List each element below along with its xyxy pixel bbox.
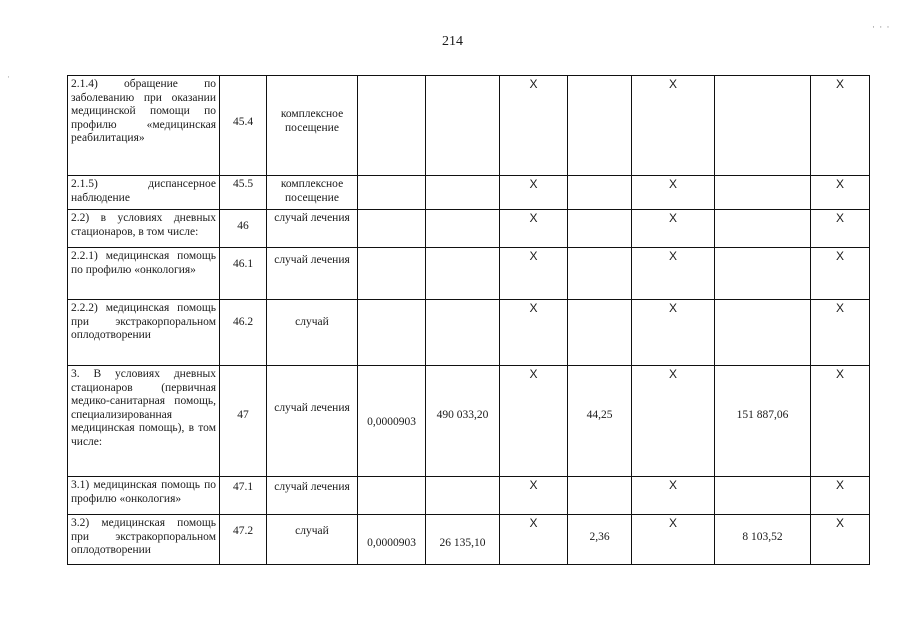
table-row — [68, 300, 870, 366]
row-x-col9: X — [811, 477, 870, 515]
row-x-col9: X — [811, 300, 870, 366]
row-name: 3. В условиях дневных стационаров (первичная медико-санитарная помощь, специализированная медицинская помощь), в том числе: — [68, 366, 220, 477]
row-col6 — [568, 176, 632, 210]
row-x-col7: X — [632, 300, 715, 366]
row-rate — [358, 248, 426, 300]
row-name: 3.2) медицинская помощь при экстракорпоральном оплодотворении — [68, 515, 220, 565]
row-col8 — [715, 76, 811, 176]
row-code: 45.5 — [220, 176, 267, 210]
cost-table — [67, 75, 870, 565]
row-code: 46 — [220, 210, 267, 248]
row-code: 46.2 — [220, 300, 267, 366]
row-x-col7: X — [632, 176, 715, 210]
row-col6 — [568, 210, 632, 248]
table-row — [68, 210, 870, 248]
row-col6 — [568, 477, 632, 515]
row-rate — [358, 76, 426, 176]
row-unit: случай лечения — [267, 210, 358, 248]
row-col8: 151 887,06 — [715, 366, 811, 477]
row-code: 46.1 — [220, 248, 267, 300]
row-code: 47.2 — [220, 515, 267, 565]
row-unit: случай — [267, 515, 358, 565]
row-x-col5: X — [500, 76, 568, 176]
row-cost — [426, 248, 500, 300]
table-row — [68, 176, 870, 210]
row-x-col5: X — [500, 300, 568, 366]
row-name: 2.2.1) медицинская помощь по профилю «онкология» — [68, 248, 220, 300]
row-x-col9: X — [811, 76, 870, 176]
row-x-col5: X — [500, 366, 568, 477]
row-x-col5: X — [500, 176, 568, 210]
row-cost — [426, 300, 500, 366]
row-x-col5: X — [500, 210, 568, 248]
row-rate — [358, 477, 426, 515]
row-cost — [426, 76, 500, 176]
row-cost: 26 135,10 — [426, 515, 500, 565]
table-row — [68, 515, 870, 565]
row-rate: 0,0000903 — [358, 366, 426, 477]
table-body — [68, 76, 870, 565]
row-col6: 2,36 — [568, 515, 632, 565]
page-number: 214 — [442, 34, 463, 49]
table-row — [68, 477, 870, 515]
row-name: 2.1.4) обращение по заболеванию при оказании медицинской помощи по профилю «медицинская реабилитация» — [68, 76, 220, 176]
row-unit: случай лечения — [267, 477, 358, 515]
row-x-col7: X — [632, 477, 715, 515]
row-x-col5: X — [500, 477, 568, 515]
row-cost — [426, 477, 500, 515]
row-unit: комплексное посещение — [267, 76, 358, 176]
row-unit: комплексное посещение — [267, 176, 358, 210]
edge-mark: · — [7, 72, 10, 82]
row-x-col9: X — [811, 366, 870, 477]
row-rate — [358, 210, 426, 248]
row-col8 — [715, 477, 811, 515]
row-rate — [358, 176, 426, 210]
row-name: 2.1.5) диспансерное наблюдение — [68, 176, 220, 210]
row-x-col9: X — [811, 210, 870, 248]
row-unit: случай — [267, 300, 358, 366]
row-col8 — [715, 248, 811, 300]
row-col6 — [568, 76, 632, 176]
row-cost — [426, 210, 500, 248]
row-x-col7: X — [632, 248, 715, 300]
corner-dots: · · · — [872, 22, 891, 32]
row-x-col7: X — [632, 76, 715, 176]
row-name: 3.1) медицинская помощь по профилю «онкология» — [68, 477, 220, 515]
row-col8 — [715, 300, 811, 366]
row-col8 — [715, 176, 811, 210]
row-name: 2.2) в условиях дневных стационаров, в том числе: — [68, 210, 220, 248]
row-x-col9: X — [811, 248, 870, 300]
row-code: 47 — [220, 366, 267, 477]
row-x-col5: X — [500, 515, 568, 565]
table-row — [68, 248, 870, 300]
row-cost — [426, 176, 500, 210]
row-col6 — [568, 248, 632, 300]
row-x-col5: X — [500, 248, 568, 300]
table-row — [68, 76, 870, 176]
table-row — [68, 366, 870, 477]
row-name: 2.2.2) медицинская помощь при экстракорпоральном оплодотворении — [68, 300, 220, 366]
row-code: 47.1 — [220, 477, 267, 515]
row-x-col7: X — [632, 210, 715, 248]
row-unit: случай лечения — [267, 248, 358, 300]
row-col6 — [568, 300, 632, 366]
row-col8 — [715, 210, 811, 248]
row-x-col9: X — [811, 176, 870, 210]
row-rate — [358, 300, 426, 366]
row-rate: 0,0000903 — [358, 515, 426, 565]
row-x-col7: X — [632, 515, 715, 565]
row-col6: 44,25 — [568, 366, 632, 477]
row-x-col7: X — [632, 366, 715, 477]
row-col8: 8 103,52 — [715, 515, 811, 565]
row-unit: случай лечения — [267, 366, 358, 477]
row-x-col9: X — [811, 515, 870, 565]
row-cost: 490 033,20 — [426, 366, 500, 477]
row-code: 45.4 — [220, 76, 267, 176]
